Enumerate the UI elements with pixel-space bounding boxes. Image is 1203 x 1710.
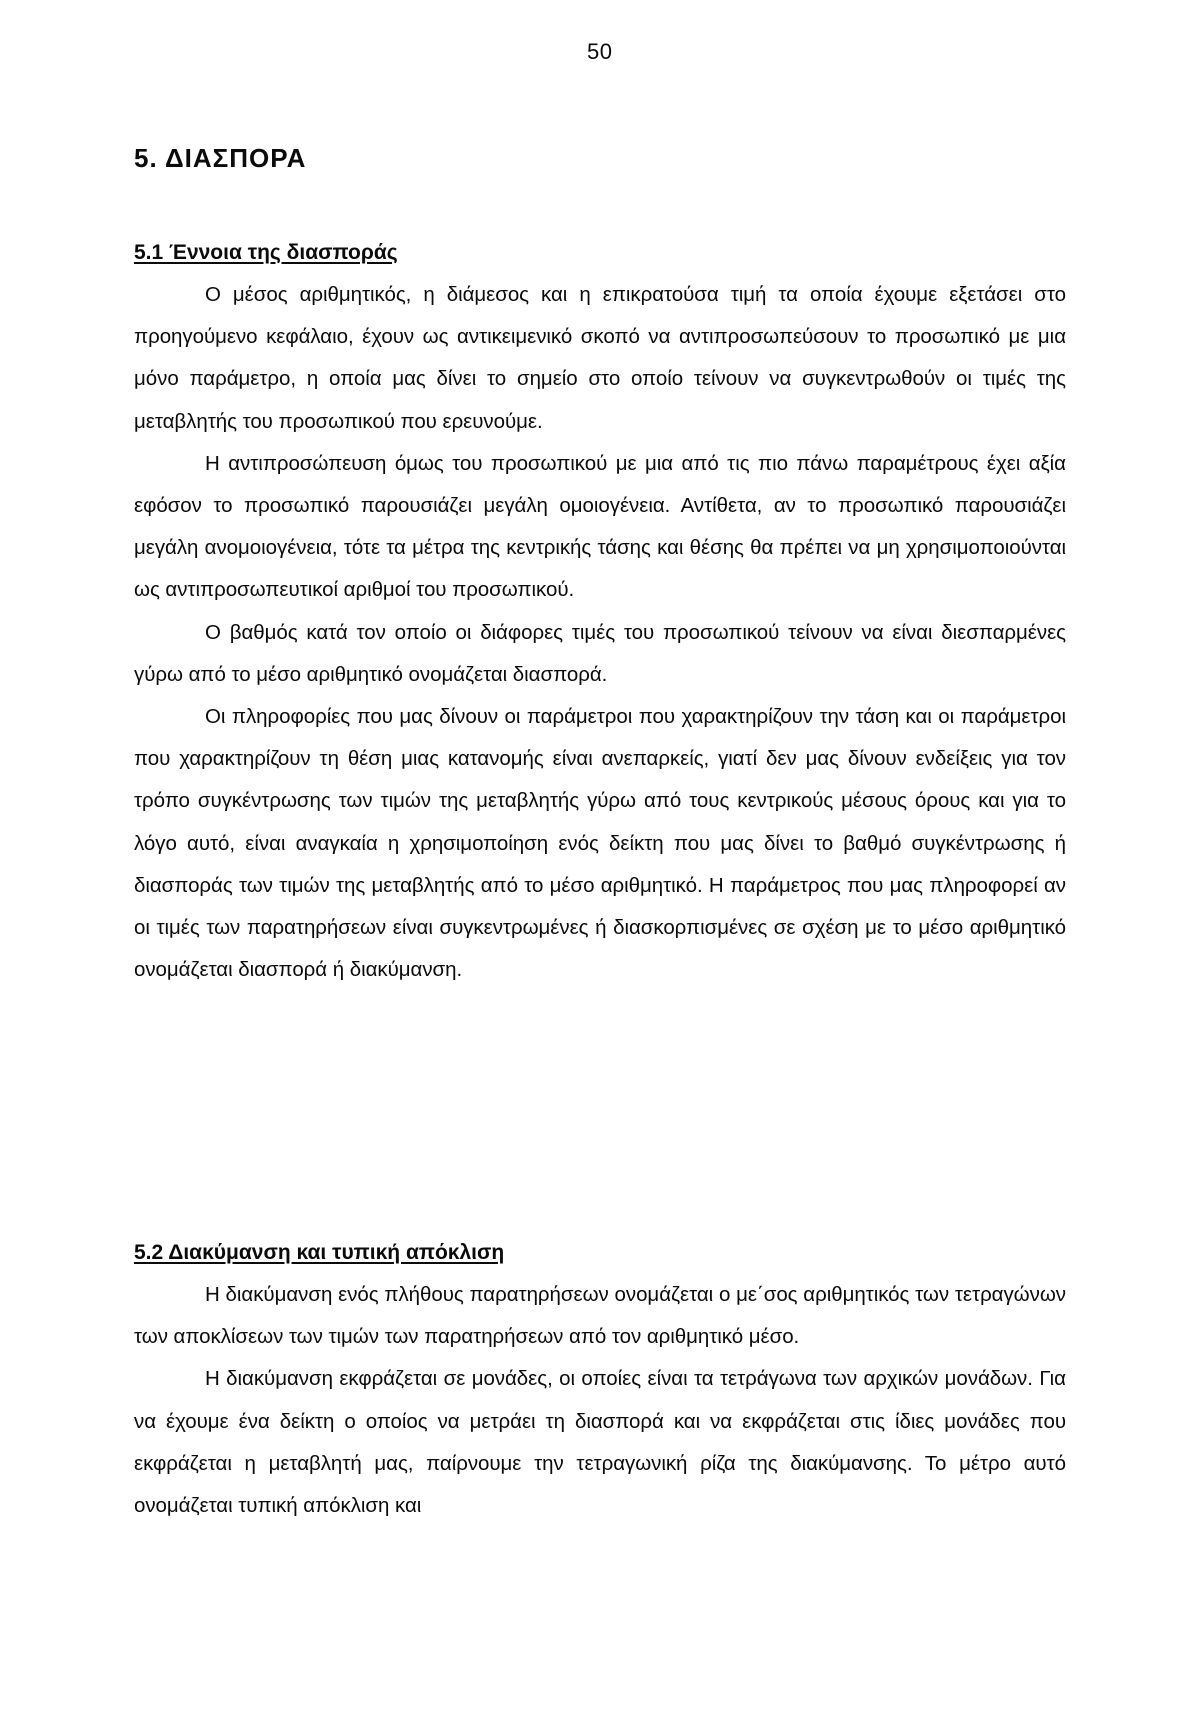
section-dispersion-concept bbox=[134, 238, 1066, 991]
paragraph: Η διακύμανση εκφράζεται σε μονάδες, οι οποίες είναι τα τετράγωνα των αρχικών μονάδων. Για να έχουμε ένα δείκτη ο οποίος να μετράει τη διασπορά και να εκφράζεται στις ίδιες μονάδες που εκφράζεται η μεταβλητή μας, παίρνουμε την τετραγωνική ρίζα της διακύμανσης. Το μέτρο αυτό ονομάζεται τυπική απόκλιση και bbox=[134, 1367, 1066, 1518]
paragraph: Η διακύμανση ενός πλήθους παρατηρήσεων ονομάζεται ο με΄σος αριθμητικός των τετραγώνων των αποκλίσεων των τιμών των παρατηρήσεων από τον αριθμητικό μέσο. bbox=[134, 1283, 1066, 1349]
paragraph: Ο βαθμός κατά τον οποίο οι διάφορες τιμές του προσωπικού τείνουν να είναι διεσπαρμένες γύρω από το μέσο αριθμητικό ονομάζεται διασπορά. bbox=[134, 620, 1066, 686]
page-number: 50 bbox=[587, 39, 613, 64]
paragraph: Η αντιπροσώπευση όμως του προσωπικού με μια από τις πιο πάνω παραμέτρους έχει αξία εφόσον το προσωπικό παρουσιάζει μεγάλη ομοιογένεια. Αντίθετα, αν το προσωπικό παρουσιάζει μεγάλη ανομοιογένεια, τότε τα μέτρα της κεντρικής τάσης και θέσης θα πρέπει να μη χρησιμοποιούνται ως αντιπροσωπευτικοί αριθμοί του προσωπικού. bbox=[134, 451, 1066, 602]
section-variance-std-deviation bbox=[134, 1238, 1066, 1527]
paragraph: Ο μέσος αριθμητικός, η διάμεσος και η επικρατούσα τιμή τα οποία έχουμε εξετάσει στο προηγούμενο κεφάλαιο, έχουν ως αντικειμενικό σκοπό να αντιπροσωπεύσουν το προσωπικό με μια μόνο παράμετρο, η οποία μας δίνει το σημείο στο οποίο τείνουν να συγκεντρωθούν οι τιμές της μεταβλητής του προσωπικού που ερευνούμε. bbox=[134, 283, 1066, 433]
section-heading: 5.2 Διακύμανση και τυπική απόκλιση bbox=[134, 1241, 505, 1264]
chapter-title: 5. ΔΙΑΣΠΟΡΑ bbox=[134, 143, 307, 173]
paragraph: Οι πληροφορίες που μας δίνουν οι παράμετροι που χαρακτηρίζουν την τάση και οι παράμετροι που χαρακτηρίζουν τη θέση μιας κατανομής είναι ανεπαρκείς, γιατί δεν μας δίνουν ενδείξεις για τον τρόπο συγκέντρωσης των τιμών της μεταβλητής γύρω από τους κεντρικούς μέσους όρους και για το λόγο αυτό, είναι αναγκαία η χρησιμοποίηση ενός δείκτη που μας δίνει το βαθμό συγκέντρωσης ή διασποράς των τιμών της μεταβλητής από το μέσο αριθμητικό. Η παράμετρος που μας πληροφορεί αν οι τιμές των παρατηρήσεων είναι συγκεντρωμένες ή διασκορπισμένες σε σχέση με το μέσο αριθμητικό ονομάζεται διασπορά ή διακύμανση. bbox=[134, 705, 1066, 982]
section-heading: 5.1 Έννοια της διασποράς bbox=[134, 241, 398, 264]
